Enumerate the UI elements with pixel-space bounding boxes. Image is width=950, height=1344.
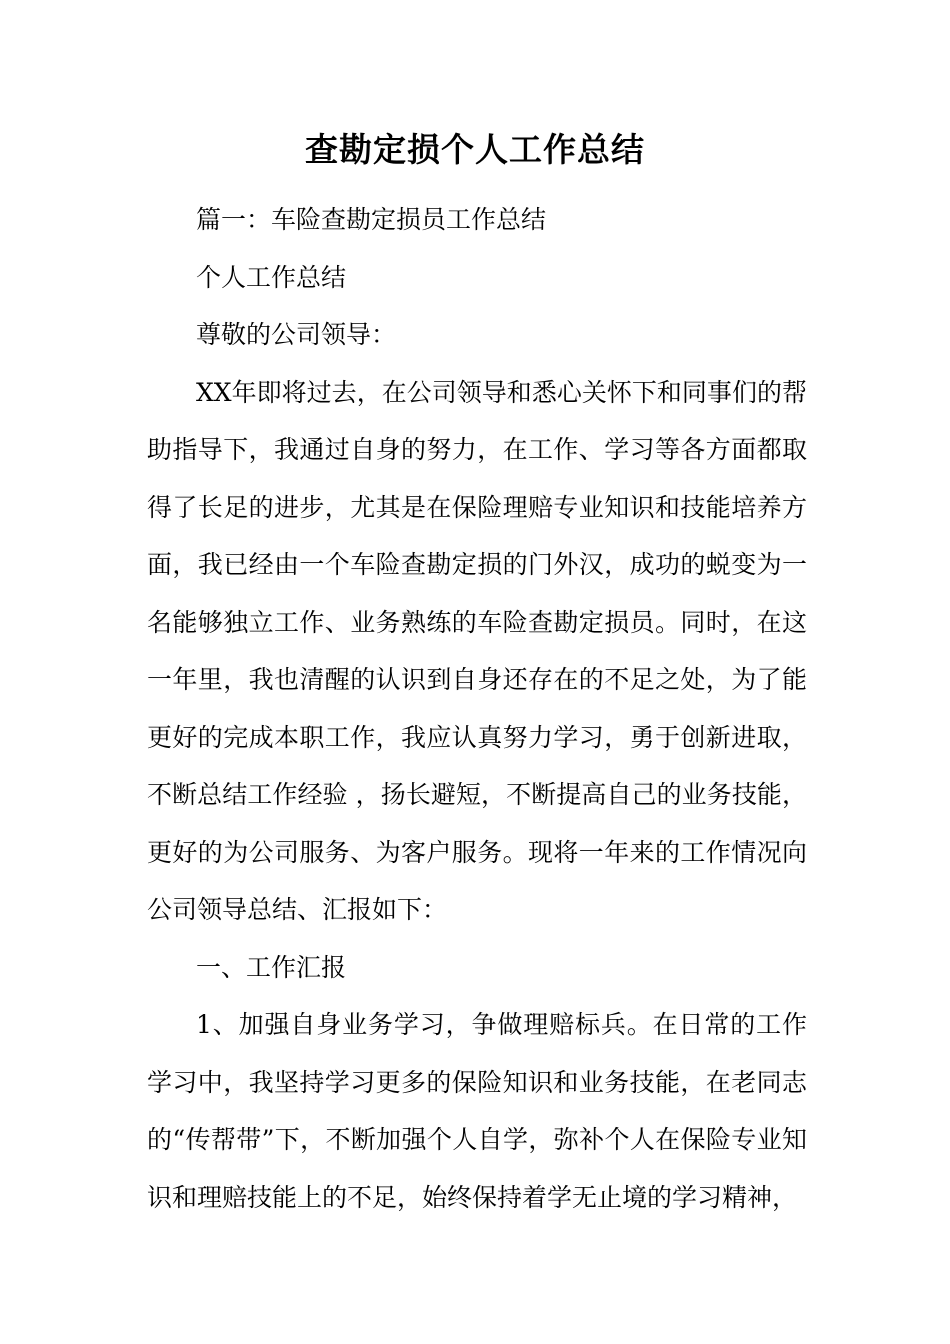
sub-heading: 个人工作总结 xyxy=(196,262,347,292)
intro-paragraph: XX年即将过去，在公司领导和悉心关怀下和同事们的帮助指导下，我通过自身的努力，在工作、学习等各方面都取得了长足的进步，尤其是在保险理赔专业知识和技能培养方面，我已经由一个车险查勘定损的门外汉，成功的蜕变为一名能够独立工作、业务熟练的车险查勘定损员。同时，在这一年里，我也清醒的认识到自身还存在的不足之处，为了能更好的完成本职工作，我应认真努力学习，勇于创新进取，不断总结工作经验 ，扬长避短，不断提高自己的业务技能，更好的为公司服务、为客户服务。现将一年来的工作情况向公司领导总结、汇报如下： xyxy=(147,377,807,924)
document-body xyxy=(147,191,807,1226)
section-heading-work-report: 一、工作汇报 xyxy=(196,952,347,982)
document-title: 查勘定损个人工作总结 xyxy=(305,130,645,169)
salutation: 尊敬的公司领导： xyxy=(196,320,397,349)
point-1-paragraph: 1、加强自身业务学习，争做理赔标兵。在日常的工作学习中，我坚持学习更多的保险知识和业务技能，在老同志的“传帮带”下，不断加强个人自学，弥补个人在保险专业知识和理赔技能上的不足，始终保持着学无止境的学习精神， xyxy=(147,1010,807,1212)
section-heading: 篇一：车险查勘定损员工作总结 xyxy=(196,205,547,234)
